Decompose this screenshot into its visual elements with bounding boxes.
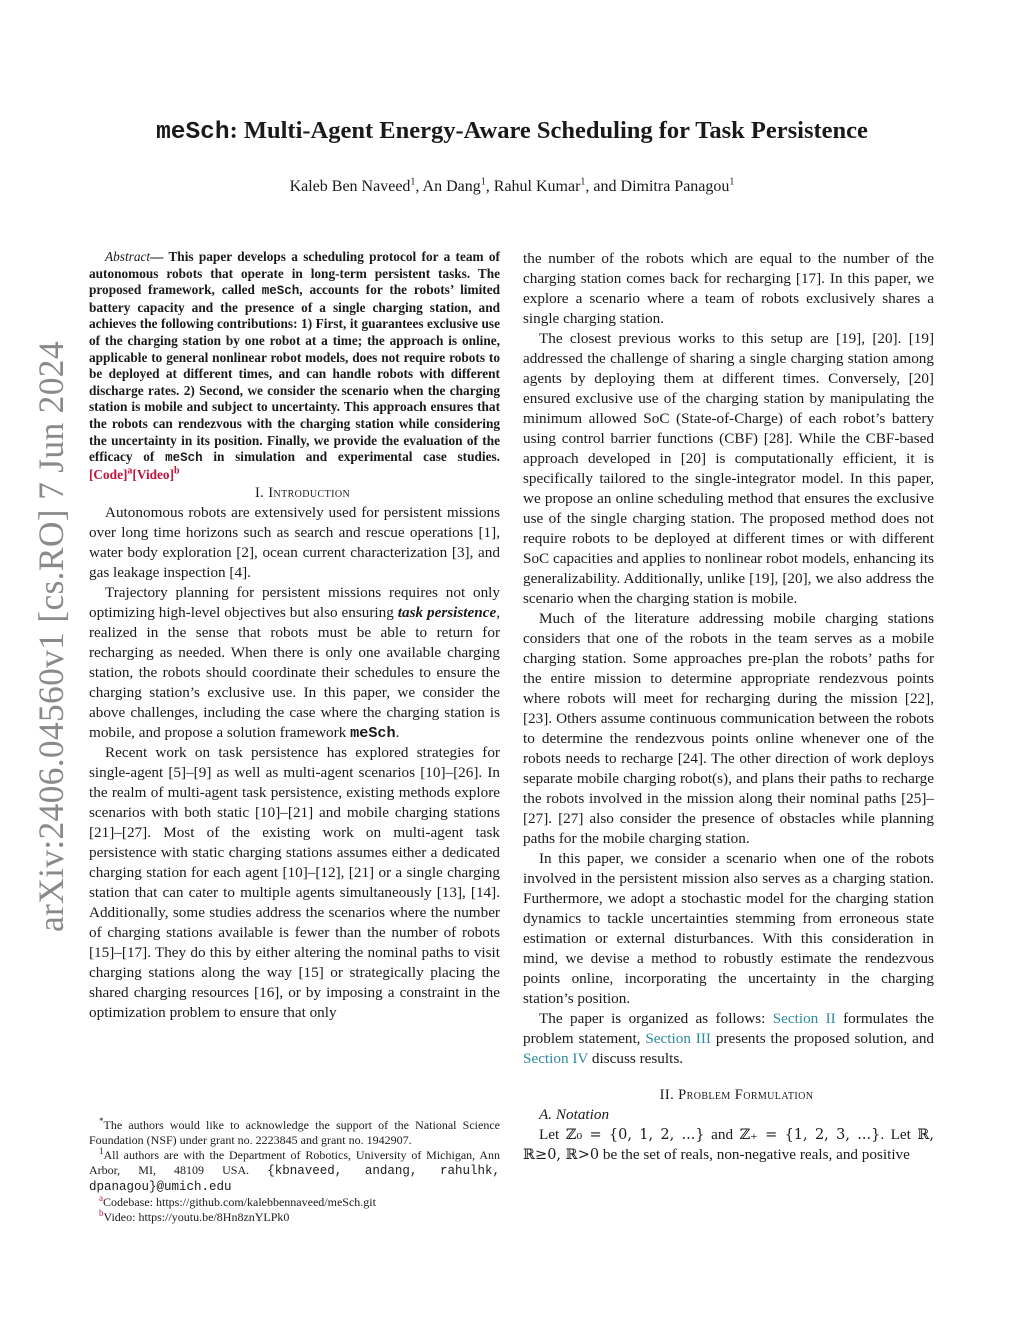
paragraph: Recent work on task persistence has explored strategies for single-agent [5]–[9] as well as multi-agent scenarios [10]–[26]. In the realm of multi-agent task persistence, existing methods explore scenarios with both static [10]–[21] and mobile charging stations [21]–[27]. Most of the existing work on multi-agent task persistence with static charging stations assumes either a dedicated charging station for each agent [10]–[12], [21] or a single charging station that can cater to multiple agents simultaneously [13], [14]. Additionally, some studies address the scenarios where the number of charging stations available is fewer than the number of robots [15]–[17]. They do this by either altering the nominal paths to visit charging stations along the way [15] or strategically placing the shared charging resources [16], or by imposing a constraint in the optimization problem to ensure that only xyxy=(89,744,500,1022)
author: Dimitra Panagou$^1$ xyxy=(620,176,735,195)
footnote: $^b$Video: https://youtu.be/8Hn8znYLPk0 xyxy=(99,1208,290,1224)
video-link[interactable]: [Video] xyxy=(132,466,175,482)
left-column xyxy=(89,249,500,1023)
paper-title xyxy=(60,116,964,147)
author: Rahul Kumar$^1$, and xyxy=(493,176,621,195)
email-list[interactable]: {kbnaveed, andang, rahulhk, dpanagou}@umich.edu xyxy=(89,1164,500,1194)
paragraph: The paper is organized as follows: Section II formulates the problem statement, Section III presents the proposed solution, and Section IV discuss results. xyxy=(523,1010,935,1067)
video-url[interactable]: Video: https://youtu.be/8Hn8znYLPk0 xyxy=(103,1210,290,1224)
paragraph: the number of the robots which are equal to the number of the charging station comes back for recharging [17]. In this paper, we explore a scenario where a team of robots exclusively shares a single charging station. xyxy=(523,250,934,327)
subsection-heading-notation: A. Notation xyxy=(539,1106,610,1123)
codebase-url[interactable]: Codebase: https://github.com/kalebbennaveed/meSch.git xyxy=(103,1195,376,1209)
right-column xyxy=(523,249,934,1165)
paragraph: Much of the literature addressing mobile charging stations considers that one of the robots in the team serves as a mobile charging station. Some approaches pre-plan the robots’ paths for the entire mission to determine appropriate rendezvous points where robots will meet for recharging during the mission [22], [23]. Others assume continuous communication between the robots to determine the rendezvous points online whenever one of the robots needs to recharge [24]. The other direction of work deploys separate mobile charging robot(s), and plans their paths to recharge the robots involved in the mission along their nominal paths [25]–[27]. [27] also consider the presence of obstacles while planning paths for the mobile charging station. xyxy=(523,610,934,847)
section-4-link[interactable]: Section IV xyxy=(523,1050,589,1067)
paragraph: Let ℤ₀ = {0, 1, 2, ...} and ℤ₊ = {1, 2, 3, ...}. Let ℝ, ℝ≥0, ℝ>0 be the set of reals, non-negative reals, and positive xyxy=(523,1126,935,1163)
author: Kaleb Ben Naveed$^1$, xyxy=(289,176,423,195)
title-code: meSch xyxy=(156,119,230,146)
paragraph: The closest previous works to this setup are [19], [20]. [19] addressed the challenge of sharing a single charging station among agents by deploying them at different times. Conversely, [20] ensured exclusive use of the charging station by manipulating the minimum allowed SoC (State-of-Charge) of each robot’s battery using control barrier functions (CBF) [28]. While the CBF-based approach developed in [20] is computationally efficient, it is specifically tailored to the single-integrator model. In this paper, we propose an online scheduling method that ensures the exclusive use of the single charging station. The proposed method does not require robots to be deployed at different times or with different SoC capacities and applies to nonlinear robot models, enhancing its generalizability. Additionally, unlike [19], [20], we also address the scenario when the charging station is mobile. xyxy=(523,330,934,607)
section-3-link[interactable]: Section III xyxy=(645,1030,711,1047)
paragraph: Trajectory planning for persistent missions requires not only optimizing high-level objectives but also ensuring task persistence, realized in the sense that robots must be able to return for recharging as needed. When there is only one available charging station, the robots should coordinate their schedules to ensure the charging station’s exclusive use. In this paper, we consider the above challenges, including the case where the charging station is mobile, and propose a solution framework meSch. xyxy=(89,584,500,743)
section-2-link[interactable]: Section II xyxy=(772,1010,836,1027)
paragraph: In this paper, we consider a scenario when one of the robots involved in the persistent mission also serves as a charging station. Furthermore, we adopt a stochastic model for the charging station dynamics to tackle uncertainties stemming from erroneous state estimation or external disturbances. With this consideration in mind, we devise a method to robustly estimate the rendezvous points online, incorporating the uncertainty in the charging station’s position. xyxy=(523,850,934,1007)
footnote: $^1$All authors are with the Department of Robotics, University of Michigan, Ann Arbor, MI, 48109 USA. {kbnaveed, andang, rahulhk, dpanagou}@umich.edu xyxy=(89,1146,500,1194)
title-text: : Multi-Agent Energy-Aware Scheduling for Task Persistence xyxy=(229,117,868,144)
footnote: $^a$Codebase: https://github.com/kalebbennaveed/meSch.git xyxy=(99,1193,376,1209)
paragraph: Autonomous robots are extensively used for persistent missions over long time horizons such as search and rescue operations [1], water body exploration [2], ocean current characterization [3], and gas leakage inspection [4]. xyxy=(89,504,500,582)
author-list xyxy=(60,176,964,198)
section-heading-problem-formulation: II. Problem Formulation xyxy=(659,1087,814,1103)
footnotes xyxy=(89,1118,500,1225)
section-heading-introduction: I. Introduction xyxy=(254,485,351,502)
code-link[interactable]: [Code] xyxy=(89,466,128,482)
footnote: *The authors would like to acknowledge the support of the National Science Foundation (NSF) under grant no. 2223845 and grant no. 1942907. xyxy=(89,1116,500,1147)
abstract: Abstract— This paper develops a scheduling protocol for a team of autonomous robots that operate in long-term persistent tasks. The proposed framework, called meSch, accounts for the robots’ limited battery capacity and the presence of a single charging station, and achieves the following contributions: 1) First, it guarantees exclusive use of the charging station by one robot at a time; the approach is online, applicable to general nonlinear robot models, does not require robots to be deployed at different times, and can handle robots with different discharge rates. 2) Second, we consider the scenario when the charging station is mobile and subject to uncertainty. This approach ensures that the robots can rendezvous with the charging station while considering the uncertainty in its position. Finally, we provide the evaluation of the efficacy of meSch in simulation and experimental case studies. [Code]$^a$[Video]$^b$ xyxy=(89,249,500,482)
author: An Dang$^1$, xyxy=(422,176,494,195)
